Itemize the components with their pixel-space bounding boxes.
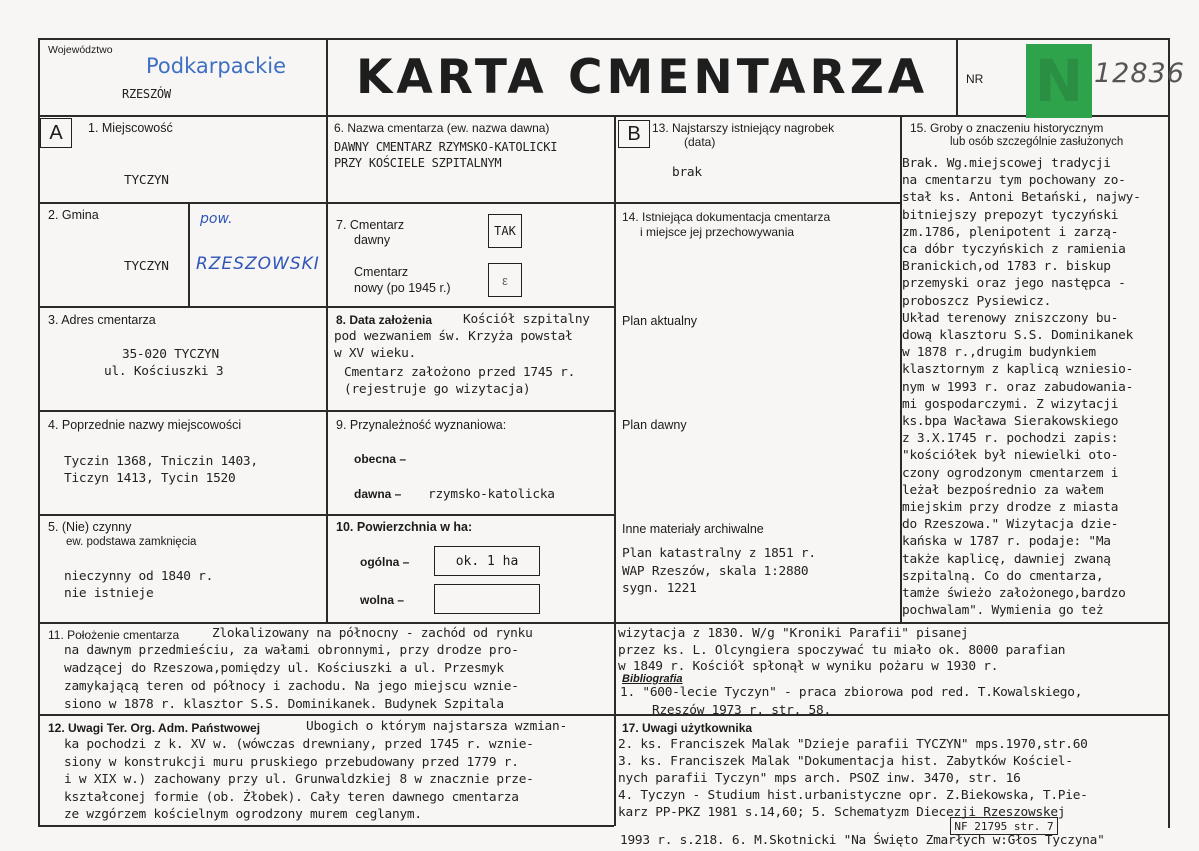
field-9-current: obecna –	[354, 452, 407, 466]
field-2-label: 2. Gmina	[48, 208, 99, 222]
field-15-line: szpitalną. Co do cmentarza,	[902, 568, 1104, 584]
field-11-line: na dawnym przedmieściu, za wałami obronnymi, przy drodze pro-	[64, 643, 519, 658]
field-15-line: w 1878 r.,drugim budynkiem	[902, 345, 1096, 361]
field-12-line: ze wzgórzem kościelnym ogrodzony murem ceglanym.	[64, 807, 422, 822]
plan-current-label: Plan aktualny	[622, 314, 698, 328]
field-17-line: nych parafii Tyczyn" mps arch. PSOZ inw. 3470, str. 16	[618, 771, 1021, 786]
rule-c3	[326, 410, 614, 412]
field-15-line: stał ks. Antoni Betański, najwy-	[902, 190, 1141, 206]
rule-b1	[614, 202, 900, 204]
archives-line3: sygn. 1221	[622, 581, 697, 596]
field-8-label: 8. Data założenia	[336, 313, 433, 327]
field-12-line: i w XIX w.) zachowany przy ul. Grunwaldzkiej 8 w znacznie prze-	[64, 772, 534, 787]
field-15-line: klasztornym z kaplicą wzniesio-	[902, 362, 1134, 378]
field-15-line: Branickich,od 1783 r. biskup	[902, 259, 1111, 275]
field-15-line: proboszcz Pysiewicz.	[902, 293, 1052, 309]
field-15-line: przemyski oraz jego następca -	[902, 276, 1126, 292]
field-15-line: dową klasztoru S.S. Dominikanek	[902, 328, 1134, 343]
card-right-border	[1168, 38, 1170, 828]
field-12-label: 12. Uwagi Ter. Org. Adm. Państwowej	[48, 721, 261, 735]
rule-c2	[326, 306, 614, 308]
field-7-label-2: dawny	[354, 233, 391, 247]
field-8-line5: (rejestruje go wizytacja)	[344, 382, 531, 397]
bibliography-label: Bibliografia	[622, 673, 683, 685]
field-11-label: 11. Położenie cmentarza	[48, 628, 180, 642]
card-top-border	[38, 38, 1170, 40]
rule-c1	[326, 202, 614, 204]
field-17-line: 3. ks. Franciszek Malak "Dokumentacja hist. Zabytków Kościel-	[618, 754, 1073, 769]
section-b-badge: B	[618, 120, 650, 148]
rule-c4	[326, 514, 614, 516]
rule-row11	[38, 622, 1170, 624]
bibliography-item-1: 1. "600-lecie Tyczyn" - praca zbiorowa pod red. T.Kowalskiego,	[620, 685, 1083, 700]
field-7-new-box: ε	[488, 263, 522, 297]
col-divider-1	[326, 38, 328, 622]
field-15-line: ca dóbr tyczyńskich z ramienia	[902, 242, 1126, 257]
field-12-line: kształconej formie (ob. Żłobek). Cały teren dawnego cmentarza	[64, 789, 519, 805]
nr-label: NR	[966, 72, 984, 86]
field-11-line: wadzącej do Rzeszowa,pomiędzy ul. Kościuszki a ul. Przesmyk	[64, 661, 504, 676]
field-17-line: 2. ks. Franciszek Malak "Dzieje parafii TYCZYN" mps.1970,str.60	[618, 737, 1088, 752]
field-10-free-label: wolna –	[360, 593, 405, 607]
field-15-line: kańska w 1787 r. podaje: "Ma	[902, 534, 1111, 550]
field-12-line: ka pochodzi z k. XV w. (wówczas drewniany, przed 1745 r. wznie-	[64, 737, 534, 752]
archive-stamp: NF 21795 str. 7	[950, 817, 1058, 835]
wojewodztwo-value: Podkarpackie	[146, 54, 287, 78]
field-15-line: leżał bezpośrednio za wałem	[902, 482, 1104, 498]
field-7-old-box: TAK	[488, 214, 522, 248]
field-14-label-1: 14. Istniejąca dokumentacja cmentarza	[622, 210, 831, 224]
field-7-label-1: 7. Cmentarz	[336, 218, 405, 232]
field-13-value: brak	[672, 165, 702, 180]
field-17-label: 17. Uwagi użytkownika	[622, 721, 753, 735]
field-3-line1: 35-020 TYCZYN	[122, 347, 219, 362]
field-9-former-value: rzymsko-katolicka	[428, 487, 555, 502]
field-5-label-1: 5. (Nie) czynny	[48, 520, 132, 534]
rule-a2	[38, 306, 326, 308]
field-16-line: w 1849 r. Kościół spłonął w wyniku pożaru w 1930 r.	[618, 659, 999, 674]
rule-a3	[38, 410, 326, 412]
field-2-hand: RZESZOWSKI	[196, 254, 320, 274]
field-14-label-2: i miejsce jej przechowywania	[640, 225, 795, 239]
field-11-line: siono w 1878 r. klasztor S.S. Dominikanek. Budynek Szpitala	[64, 697, 504, 712]
section-a-badge: A	[40, 118, 72, 148]
field-16-line: wizytacja z 1830. W/g "Kroniki Parafii" pisanej	[618, 626, 969, 641]
field-15-line: pochwalam". Wymienia go też	[902, 603, 1104, 619]
archives-line2: WAP Rzeszów, skala 1:2880	[622, 564, 809, 579]
plan-old-label: Plan dawny	[622, 418, 687, 432]
field-15-line: "kościółek był niewielki oto-	[902, 448, 1119, 464]
field-4-line1: Tyczin 1368, Tniczin 1403,	[64, 454, 258, 469]
bibliography-item-1-cont: Rzeszów 1973 r. str. 58.	[652, 703, 831, 718]
field-6-label: 6. Nazwa cmentarza (ew. nazwa dawna)	[334, 121, 550, 135]
field-15-line: miejskim przy drodze z miasta	[902, 500, 1119, 515]
field-15-label-2: lub osób szczególnie zasłużonych	[950, 136, 1124, 148]
field-15-line: czony ogrodzonym cmentarzem i	[902, 465, 1119, 481]
field-11-line: zamykającą teren od północy i zachodu. Na jego miejscu wznie-	[64, 679, 519, 694]
archives-label: Inne materiały archiwalne	[622, 522, 764, 536]
field-5-line2: nie istnieje	[64, 586, 154, 601]
wojewodztwo-label: Województwo	[48, 44, 113, 56]
field-4-label: 4. Poprzednie nazwy miejscowości	[48, 418, 242, 432]
field-15-line: z 3.X.1745 r. pochodzi zapis:	[902, 431, 1119, 447]
field-6-line1: DAWNY CMENTARZ RZYMSKO-KATOLICKI	[334, 140, 558, 154]
field-5-label-2: ew. podstawa zamknięcia	[66, 536, 197, 548]
field-17-bottom-line: 1993 r. s.218. 6. M.Skotnicki "Na Święto Zmarłych w:Głos Tyczyna"	[620, 833, 1105, 848]
field-13-label-1: 13. Najstarszy istniejący nagrobek	[652, 121, 835, 135]
field-1-value: TYCZYN	[124, 173, 169, 188]
field-7-new-label-1: Cmentarz	[354, 265, 409, 279]
page-title: KARTA CMENTARZA	[356, 50, 929, 105]
field-15-line: także kaplicę, dawniej zwaną	[902, 551, 1111, 567]
field-2-value: TYCZYN	[124, 259, 169, 274]
field-8-line3: w XV wieku.	[334, 346, 416, 361]
field-17-line: 4. Tyczyn - Studium hist.urbanistyczne opr. Z.Biekowska, T.Pie-	[618, 788, 1088, 803]
field-15-line: tamże świeżo założonego,bardzo	[902, 586, 1126, 601]
field-10-free-box	[434, 584, 540, 614]
field-3-label: 3. Adres cmentarza	[48, 313, 156, 327]
field-10-total-label: ogólna –	[360, 555, 410, 569]
field-3-line2: ul. Kościuszki 3	[104, 364, 224, 379]
field-17-line: karz PP-PKZ 1981 s.14,60; 5. Schematyzm Diecezji Rzeszowskej	[618, 805, 1066, 820]
field-6-line2: PRZY KOŚCIELE SZPITALNYM	[334, 156, 502, 170]
field-12-line1: Ubogich o którym najstarsza wzmian-	[306, 719, 567, 734]
field-11-line1: Zlokalizowany na północny - zachód od rynku	[212, 626, 533, 641]
rule-bottom-left	[38, 825, 614, 827]
field-7-new-label-2: nowy (po 1945 r.)	[354, 281, 451, 295]
field-15-line: bitniejszy prepozyt tyczyński	[902, 207, 1119, 223]
field-15-line: Brak. Wg.miejscowej tradycji	[902, 156, 1111, 171]
rule-a4	[38, 514, 326, 516]
field-8-line4: Cmentarz założono przed 1745 r.	[344, 365, 576, 380]
field-15-line: do Rzeszowa." Wizytacja dzie-	[902, 517, 1119, 533]
card-left-border	[38, 38, 40, 827]
rule-row12	[38, 714, 1170, 716]
field-15-line: na cmentarzu tym pochowany zo-	[902, 173, 1126, 189]
field-15-label-1: 15. Groby o znaczeniu historycznym	[910, 121, 1104, 135]
field-2-hand-small: pow.	[200, 211, 233, 227]
field-15-line: mi gospodarczymi. Z wizytacji	[902, 396, 1119, 412]
header-divider	[38, 115, 1170, 117]
nr-value: 12836	[1094, 58, 1185, 89]
field-15-line: zm.1786, plenipotent i zarzą-	[902, 224, 1119, 240]
field-16-line: przez ks. L. Olcyngiera spoczywać tu miało ok. 8000 parafian	[618, 642, 1066, 658]
field-12-line: siony w konstrukcji muru pruskiego przebudowany przed 1779 r.	[64, 754, 519, 770]
gmina-divider	[188, 202, 190, 306]
field-5-line1: nieczynny od 1840 r.	[64, 569, 214, 584]
field-13-label-2: (data)	[684, 135, 716, 149]
field-4-line2: Ticzyn 1413, Tycin 1520	[64, 471, 236, 486]
field-1-label: 1. Miejscowość	[88, 121, 173, 135]
field-9-former: dawna –	[354, 487, 402, 501]
field-15-line: ks.bpa Wacława Sierakowskiego	[902, 414, 1119, 429]
field-15-line: nym w 1993 r. oraz zabudowania-	[902, 379, 1134, 395]
archives-line1: Plan katastralny z 1851 r.	[622, 546, 816, 561]
field-15-line: Układ terenowy zniszczony bu-	[902, 310, 1119, 326]
city-stamp: RZESZÓW	[122, 87, 171, 101]
field-10-label: 10. Powierzchnia w ha:	[336, 520, 473, 534]
col-divider-2	[614, 115, 616, 826]
field-9-label: 9. Przynależność wyznaniowa:	[336, 418, 507, 432]
nr-letter-mark: N	[1034, 47, 1084, 115]
nr-divider	[956, 38, 958, 115]
field-8-line2: pod wezwaniem św. Krzyża powstał	[334, 329, 573, 344]
rule-a1	[38, 202, 326, 204]
field-8-line1: Kościół szpitalny	[463, 312, 590, 327]
field-10-total-box: ok. 1 ha	[434, 546, 540, 576]
